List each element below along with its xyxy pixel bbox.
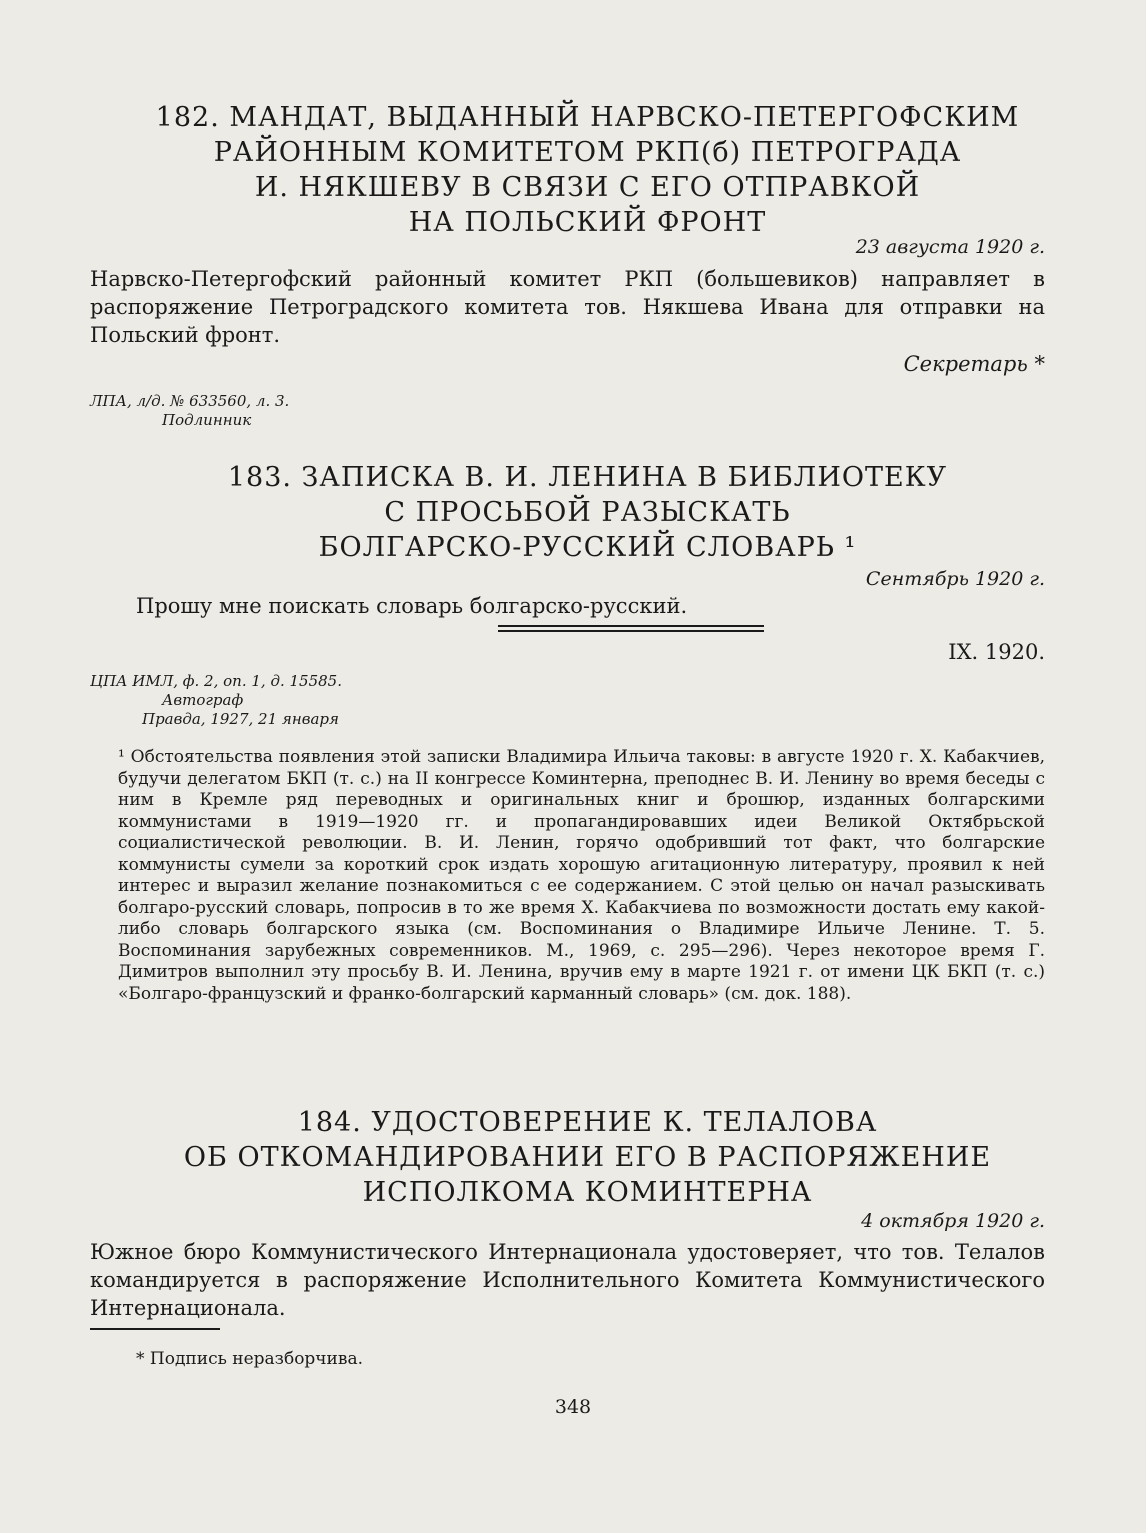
doc184-date: 4 октября 1920 г. (861, 1210, 1045, 1232)
doc183-heading-line-1: 183. ЗАПИСКА В. И. ЛЕНИНА В БИБЛИОТЕКУ (227, 462, 948, 493)
doc182-heading-line-4: НА ПОЛЬСКИЙ ФРОНТ (408, 207, 767, 238)
doc183-heading-line-2: С ПРОСЬБОЙ РАЗЫСКАТЬ (384, 497, 791, 528)
doc184-heading-line-2: ОБ ОТКОМАНДИРОВАНИИ ЕГО В РАСПОРЯЖЕНИЕ (183, 1142, 992, 1173)
doc182-signature: Секретарь * (903, 352, 1045, 376)
doc184-body: Южное бюро Коммунистического Интернационала удостоверяет, что тов. Телалов командируется в распоряжение Исполнительного Комитета Коммунистического Интернационала. (90, 1240, 1045, 1320)
doc183-underline-top (498, 625, 764, 627)
doc183-underline-bottom (498, 630, 764, 632)
doc182-heading-line-2: РАЙОННЫМ КОМИТЕТОМ РКП(б) ПЕТРОГРАДА (213, 137, 962, 168)
doc182-source (90, 392, 590, 430)
doc183-publication: Правда, 1927, 21 января (142, 710, 339, 728)
doc183-date: Сентябрь 1920 г. (865, 568, 1045, 590)
doc182-source-type: Подлинник (162, 411, 252, 429)
doc183-source-type: Автограф (162, 691, 244, 709)
signature-footnote: * Подпись неразборчива. (136, 1349, 363, 1369)
doc184-heading (90, 1105, 1085, 1210)
doc182-heading-line-3: И. НЯКШЕВУ В СВЯЗИ С ЕГО ОТПРАВКОЙ (254, 172, 921, 203)
doc182-heading (90, 100, 1085, 240)
doc183-archive-ref: ЦПА ИМЛ, ф. 2, оп. 1, д. 15585. (90, 672, 342, 690)
doc183-source (90, 672, 590, 729)
doc183-heading-line-3: БОЛГАРСКО-РУССКИЙ СЛОВАРЬ ¹ (318, 532, 857, 563)
doc183-body: Прошу мне поискать словарь болгарско-русский. (136, 594, 688, 618)
doc182-archive-ref: ЛПА, л/д. № 633560, л. 3. (90, 392, 290, 410)
doc182-heading-line-1: 182. МАНДАТ, ВЫДАННЫЙ НАРВСКО-ПЕТЕРГОФСКИМ (155, 102, 1020, 133)
doc184-heading-line-3: ИСПОЛКОМА КОМИНТЕРНА (362, 1177, 813, 1208)
footnote-separator (90, 1328, 220, 1330)
doc182-date: 23 августа 1920 г. (855, 236, 1045, 258)
doc183-heading (90, 460, 1085, 565)
doc182-body: Нарвско-Петергофский районный комитет РКП (большевиков) направляет в распоряжение Петроградского комитета тов. Някшева Ивана для отправки на Польский фронт. (90, 267, 1045, 347)
page-number: 348 (554, 1396, 592, 1418)
doc184-heading-line-1: 184. УДОСТОВЕРЕНИЕ К. ТЕЛАЛОВА (297, 1107, 878, 1138)
doc183-footnote: ¹ Обстоятельства появления этой записки Владимира Ильича таковы: в августе 1920 г. Х. Кабакчиев, будучи делегатом БКП (т. с.) на II конгрессе Коминтерна, преподнес В. И. Ленину во время беседы с ним в Кремле ряд переводных и оригинальных книг и брошюр, изданных болгарскими коммунистами в 1919—1920 гг. и пропагандировавших идеи Великой Октябрьской социалистической революции. В. И. Ленин, горячо одобривший тот факт, что болгарские коммунисты сумели за короткий срок издать хорошую агитационную литературу, проявил к ней интерес и выразил желание познакомиться с ее содержанием. С этой целью он начал разыскивать болгаро-русский словарь, попросив в то же время Х. Кабакчиева по возможности достать ему какой-либо словарь болгарского языка (см. Воспоминания о Владимире Ильиче Ленине. Т. 5. Воспоминания зарубежных современников. М., 1969, с. 295—296). Через некоторое время Г. Димитров выполнил эту просьбу В. И. Ленина, вручив ему в марте 1921 г. от имени ЦК БКП (т. с.) «Болгаро-французский и франко-болгарский карманный словарь» (см. док. 188). (118, 747, 1045, 1004)
doc183-signoff: IX. 1920. (948, 640, 1045, 664)
